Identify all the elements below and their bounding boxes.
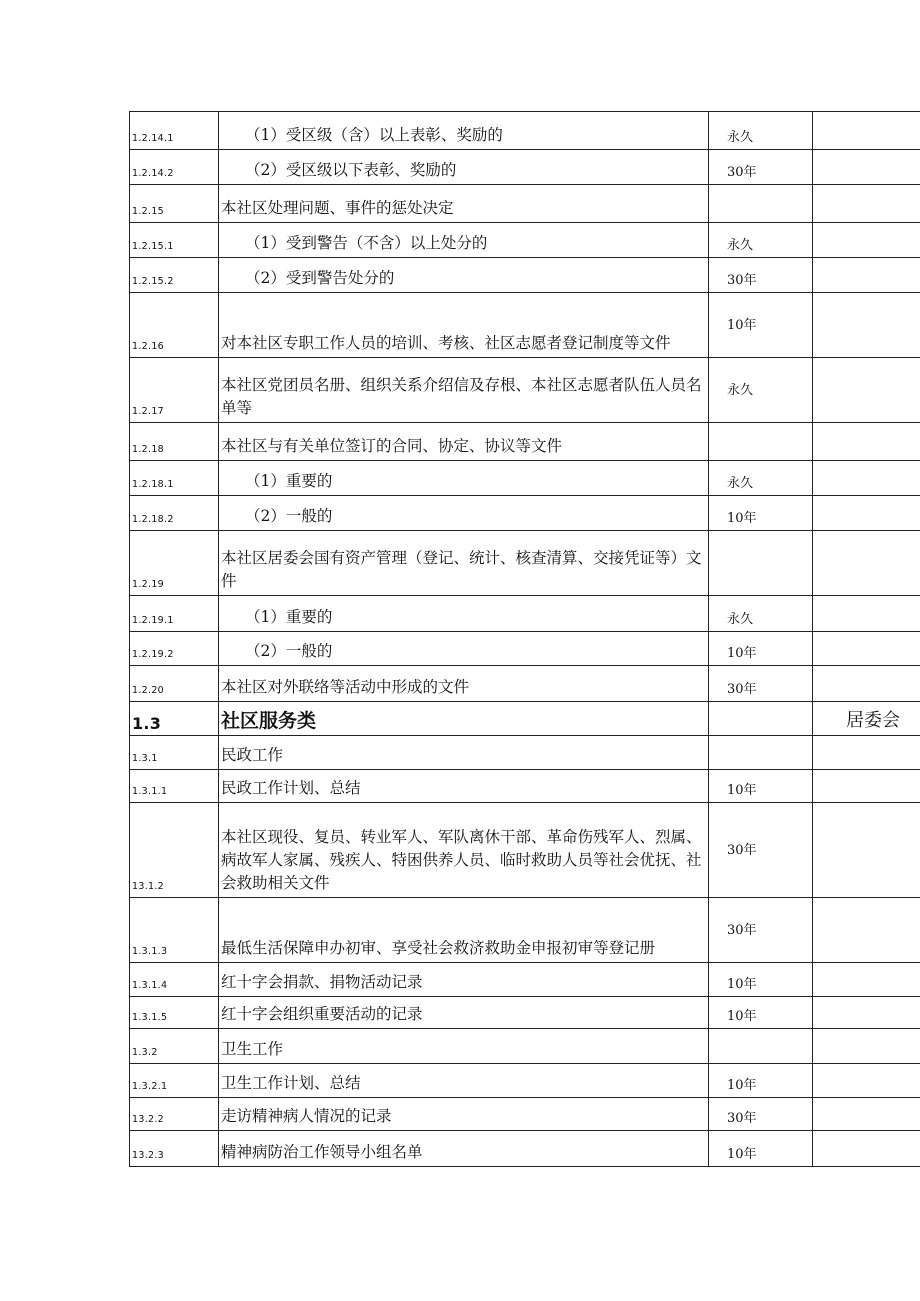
- item-code: 1.2.15.1: [130, 223, 219, 258]
- item-code: 13.2.2: [130, 1098, 219, 1131]
- table-row: [130, 803, 920, 898]
- retention-period: 永久: [709, 223, 813, 258]
- item-description: （1）受到警告（不含）以上处分的: [219, 223, 709, 258]
- item-description: 对本社区专职工作人员的培训、考核、社区志愿者登记制度等文件: [219, 293, 709, 358]
- retention-period: [709, 702, 813, 736]
- item-code: 13.2.3: [130, 1131, 219, 1167]
- retention-period: 30年: [709, 803, 813, 898]
- item-description: 民政工作: [219, 736, 709, 770]
- item-description: （1）重要的: [219, 461, 709, 496]
- responsible-org: 居委会: [813, 702, 920, 736]
- responsible-org: [813, 423, 920, 461]
- item-description: 本社区党团员名册、组织关系介绍信及存根、本社区志愿者队伍人员名单等: [219, 358, 709, 423]
- responsible-org: [813, 997, 920, 1029]
- item-description: 精神病防治工作领导小组名单: [219, 1131, 709, 1167]
- table-row: [130, 963, 920, 997]
- item-description: 社区服务类: [219, 702, 709, 736]
- table-row: [130, 997, 920, 1029]
- item-description: 本社区与有关单位签订的合同、协定、协议等文件: [219, 423, 709, 461]
- table-row: [130, 898, 920, 963]
- item-code: 1.3.1.1: [130, 770, 219, 803]
- table-row: [130, 770, 920, 803]
- retention-period: 永久: [709, 461, 813, 496]
- item-code: 1.2.19.1: [130, 596, 219, 632]
- retention-period: 10年: [709, 770, 813, 803]
- retention-period: 10年: [709, 997, 813, 1029]
- item-description: 最低生活保障申办初审、享受社会救济救助金申报初审等登记册: [219, 898, 709, 963]
- responsible-org: [813, 666, 920, 702]
- responsible-org: [813, 1131, 920, 1167]
- retention-period: [709, 185, 813, 223]
- item-code: 1.2.20: [130, 666, 219, 702]
- table-row: [130, 632, 920, 666]
- item-code: 1.2.14.2: [130, 150, 219, 185]
- responsible-org: [813, 596, 920, 632]
- responsible-org: [813, 531, 920, 596]
- responsible-org: [813, 1029, 920, 1064]
- responsible-org: [813, 963, 920, 997]
- retention-period: 30年: [709, 666, 813, 702]
- table-row: [130, 223, 920, 258]
- item-description: 卫生工作: [219, 1029, 709, 1064]
- responsible-org: [813, 293, 920, 358]
- responsible-org: [813, 803, 920, 898]
- archive-retention-table: [129, 111, 920, 1167]
- item-code: 13.1.2: [130, 803, 219, 898]
- item-code: 1.2.15.2: [130, 258, 219, 293]
- table-row: [130, 1064, 920, 1098]
- item-code: 1.3.1: [130, 736, 219, 770]
- responsible-org: [813, 150, 920, 185]
- table-body: [130, 112, 920, 1167]
- retention-period: [709, 1029, 813, 1064]
- responsible-org: [813, 496, 920, 531]
- retention-period: [709, 531, 813, 596]
- item-code: 1.2.18.1: [130, 461, 219, 496]
- responsible-org: [813, 223, 920, 258]
- table-row: [130, 185, 920, 223]
- item-description: 本社区对外联络等活动中形成的文件: [219, 666, 709, 702]
- table-row: [130, 293, 920, 358]
- table-row: [130, 736, 920, 770]
- item-description: 走访精神病人情况的记录: [219, 1098, 709, 1131]
- retention-period: [709, 736, 813, 770]
- item-code: 1.2.14.1: [130, 112, 219, 150]
- item-description: 民政工作计划、总结: [219, 770, 709, 803]
- item-description: 本社区处理问题、事件的惩处决定: [219, 185, 709, 223]
- item-code: 1.3.1.4: [130, 963, 219, 997]
- item-description: 本社区居委会国有资产管理（登记、统计、核查清算、交接凭证等）文件: [219, 531, 709, 596]
- item-code: 1.2.18.2: [130, 496, 219, 531]
- retention-period: 永久: [709, 358, 813, 423]
- responsible-org: [813, 258, 920, 293]
- retention-period: 10年: [709, 1131, 813, 1167]
- item-code: 1.2.17: [130, 358, 219, 423]
- responsible-org: [813, 1098, 920, 1131]
- table-row: [130, 461, 920, 496]
- responsible-org: [813, 898, 920, 963]
- retention-period: 永久: [709, 112, 813, 150]
- table-row: [130, 423, 920, 461]
- retention-period: [709, 423, 813, 461]
- item-code: 1.3.2: [130, 1029, 219, 1064]
- responsible-org: [813, 1064, 920, 1098]
- item-description: 本社区现役、复员、转业军人、军队离休干部、革命伤残军人、烈属、病故军人家属、残疾人、特困供养人员、临时救助人员等社会优抚、社会救助相关文件: [219, 803, 709, 898]
- table-row: [130, 1029, 920, 1064]
- item-description: 红十字会组织重要活动的记录: [219, 997, 709, 1029]
- responsible-org: [813, 632, 920, 666]
- retention-period: 30年: [709, 1098, 813, 1131]
- table-row: [130, 496, 920, 531]
- item-code: 1.2.19: [130, 531, 219, 596]
- item-code: 1.2.15: [130, 185, 219, 223]
- table-row: [130, 258, 920, 293]
- item-code: 1.3: [130, 702, 219, 736]
- table-row: [130, 150, 920, 185]
- item-description: （2）受到警告处分的: [219, 258, 709, 293]
- responsible-org: [813, 736, 920, 770]
- responsible-org: [813, 112, 920, 150]
- retention-period: 10年: [709, 632, 813, 666]
- table-row: [130, 666, 920, 702]
- table-row: [130, 358, 920, 423]
- item-code: 1.2.19.2: [130, 632, 219, 666]
- item-code: 1.3.1.5: [130, 997, 219, 1029]
- item-description: （2）受区级以下表彰、奖励的: [219, 150, 709, 185]
- table-row: [130, 1098, 920, 1131]
- table-row: [130, 112, 920, 150]
- item-description: （2）一般的: [219, 632, 709, 666]
- item-code: 1.2.18: [130, 423, 219, 461]
- retention-period: 10年: [709, 963, 813, 997]
- retention-period: 30年: [709, 150, 813, 185]
- responsible-org: [813, 461, 920, 496]
- table-row: [130, 1131, 920, 1167]
- item-description: 卫生工作计划、总结: [219, 1064, 709, 1098]
- retention-period: 30年: [709, 258, 813, 293]
- retention-period: 10年: [709, 293, 813, 358]
- table-row: [130, 596, 920, 632]
- item-description: （1）重要的: [219, 596, 709, 632]
- table-row: [130, 702, 920, 736]
- item-code: 1.3.2.1: [130, 1064, 219, 1098]
- item-description: （1）受区级（含）以上表彰、奖励的: [219, 112, 709, 150]
- item-description: 红十字会捐款、捐物活动记录: [219, 963, 709, 997]
- retention-period: 30年: [709, 898, 813, 963]
- item-code: 1.3.1.3: [130, 898, 219, 963]
- table-row: [130, 531, 920, 596]
- responsible-org: [813, 770, 920, 803]
- responsible-org: [813, 358, 920, 423]
- retention-period: 10年: [709, 1064, 813, 1098]
- retention-period: 10年: [709, 496, 813, 531]
- item-description: （2）一般的: [219, 496, 709, 531]
- retention-period: 永久: [709, 596, 813, 632]
- item-code: 1.2.16: [130, 293, 219, 358]
- responsible-org: [813, 185, 920, 223]
